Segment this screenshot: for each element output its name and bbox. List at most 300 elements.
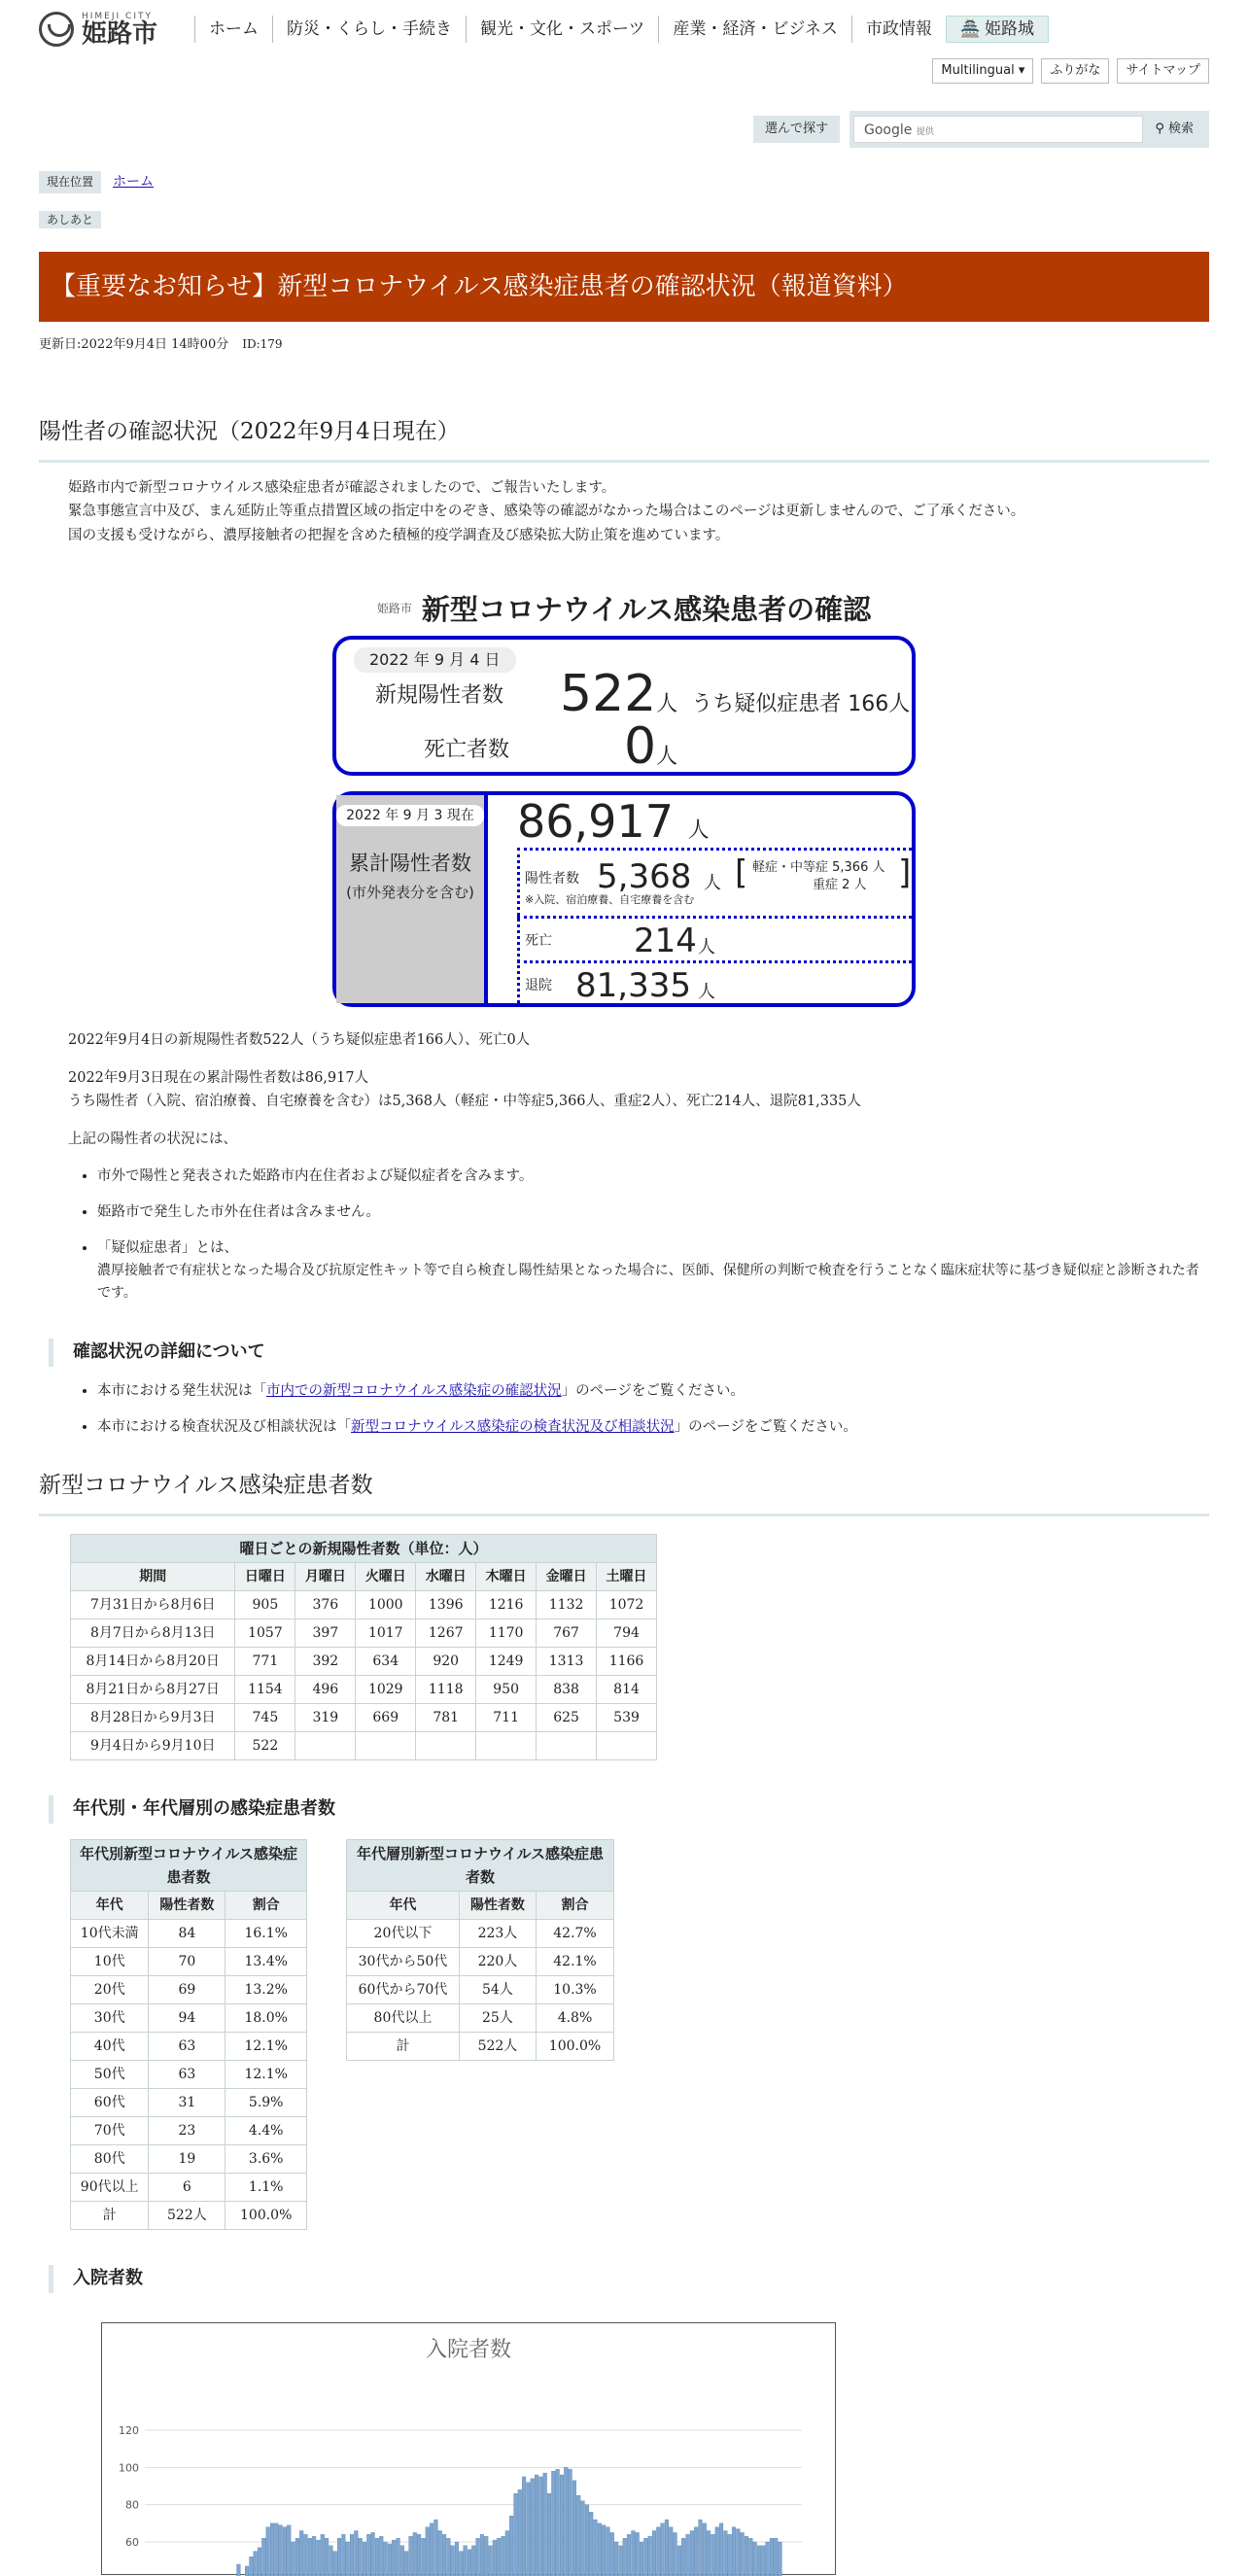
summary-line: うち陽性者（入院、宿泊療養、自宅療養を含む）は5,368人（軽症・中等症5,366人、重症2人）、死亡214人、退院81,335人	[68, 1094, 861, 1110]
table-header: 金曜日	[537, 1562, 597, 1590]
updated-text: 更新日:2022年9月4日 14時00分	[39, 337, 229, 353]
disc-label: 退院	[525, 978, 552, 994]
chart-bar	[434, 2520, 438, 2576]
logo-jp: 姫路市	[82, 18, 158, 49]
daily-date: 2022 年 9 月 4 日	[354, 647, 516, 673]
list-item	[97, 1237, 1209, 1304]
table-header-row	[347, 1891, 614, 1919]
table-cell: 70代	[71, 2116, 149, 2144]
chart-bar	[317, 2540, 321, 2576]
intro-line: 姫路市内で新型コロナウイルス感染症患者が確認されましたので、ご報告いたします。	[68, 479, 616, 496]
table-header: 割合	[225, 1891, 307, 1919]
table-row	[347, 2003, 614, 2032]
table-cell: 920	[416, 1647, 476, 1675]
table-caption-row	[71, 1839, 307, 1891]
chart-bar	[502, 2536, 505, 2576]
table-cell: 12.1%	[225, 2060, 307, 2088]
chart-bar	[446, 2538, 450, 2576]
table-cell	[476, 1731, 537, 1759]
search-input[interactable]	[853, 116, 1143, 143]
chart-bar	[299, 2530, 303, 2576]
table-cell: 771	[235, 1647, 295, 1675]
new-label: 新規陽性者数	[375, 683, 504, 709]
chart-bar	[375, 2538, 379, 2576]
table-cell: 9月4日から9月10日	[71, 1731, 235, 1759]
table-row	[71, 1647, 657, 1675]
table-cell: 70	[149, 1947, 225, 1975]
search-row	[39, 111, 1209, 148]
chart-bar	[535, 2475, 538, 2576]
chart-bar	[404, 2551, 408, 2576]
age-table	[70, 1839, 307, 2230]
chart-bar	[325, 2538, 329, 2576]
table-row	[71, 2173, 307, 2201]
chart-bar	[556, 2469, 560, 2576]
chart-bar	[292, 2542, 295, 2576]
chart-bar	[342, 2534, 346, 2576]
table-cell: 30代	[71, 2003, 149, 2032]
pos-count: 5,368	[597, 857, 692, 897]
chart-bar	[581, 2500, 585, 2576]
table-row	[71, 2201, 307, 2229]
chart-bar	[694, 2526, 698, 2576]
chart-bar	[366, 2534, 370, 2576]
status-link[interactable]: 市内での新型コロナウイルス感染症の確認状況	[266, 1382, 562, 1399]
pos-label: 陽性者数	[525, 871, 579, 888]
chart-bar	[748, 2538, 752, 2576]
chart-bar	[426, 2526, 430, 2576]
details-heading: 確認状況の詳細について	[49, 1339, 1209, 1367]
table-row	[71, 2116, 307, 2144]
sitemap-button[interactable]: サイトマップ	[1117, 58, 1209, 84]
chart-bar	[371, 2532, 375, 2576]
table-cell	[597, 1731, 657, 1759]
chart-bar	[471, 2545, 475, 2576]
chart-bar	[346, 2542, 350, 2576]
chart-bar	[480, 2534, 484, 2576]
table-cell	[416, 1731, 476, 1759]
chart-bar	[690, 2530, 694, 2576]
table-cell: 392	[295, 1647, 356, 1675]
chart-bar	[422, 2538, 426, 2576]
ashiato-button[interactable]: あしあと	[39, 211, 101, 228]
table-cell: 4.4%	[225, 2116, 307, 2144]
table-cell: 90代以上	[71, 2173, 149, 2201]
table-row	[347, 2032, 614, 2060]
table-caption-row	[71, 1534, 657, 1562]
chart-bar	[656, 2526, 660, 2576]
discharge-row	[517, 960, 912, 1005]
chart-bar	[607, 2526, 610, 2576]
table-row	[71, 2003, 307, 2032]
table-header: 日曜日	[235, 1562, 295, 1590]
cum-count: 86,917	[517, 795, 674, 849]
nav-kanko[interactable]: 観光・文化・スポーツ	[466, 16, 658, 43]
chart-bar	[643, 2538, 647, 2576]
table-cell: 1000	[356, 1590, 416, 1619]
chart-bar	[329, 2545, 333, 2576]
table-cell: 8月7日から8月13日	[71, 1619, 235, 1647]
table-cell: 69	[149, 1975, 225, 2003]
table-cell: 60代から70代	[347, 1975, 460, 2003]
table-cell: 1029	[356, 1675, 416, 1703]
chart-bar	[736, 2528, 740, 2576]
table-cell: 20代以下	[347, 1919, 460, 1947]
chart-bar	[774, 2538, 778, 2576]
chart-bar	[585, 2504, 589, 2576]
chart-bar	[761, 2545, 765, 2576]
mild-count: 軽症・中等症 5,366 人	[752, 860, 885, 876]
chart-bar	[245, 2565, 249, 2576]
page-title: 【重要なお知らせ】新型コロナウイルス感染症患者の確認状況（報道資料）	[39, 252, 1209, 322]
furigana-button[interactable]: ふりがな	[1041, 58, 1109, 84]
multilingual-select[interactable]	[932, 58, 1033, 84]
chart-bar	[254, 2551, 258, 2576]
table-cell: 1017	[356, 1619, 416, 1647]
chart-bar	[703, 2523, 707, 2576]
chart-bar	[598, 2523, 602, 2576]
table-cell: 30代から50代	[347, 1947, 460, 1975]
table-header: 木曜日	[476, 1562, 537, 1590]
chart-bar	[707, 2530, 711, 2576]
note-head: • 「疑似症患者」とは、	[97, 1240, 238, 1257]
nav-bousai[interactable]: 防災・くらし・手続き	[272, 16, 466, 43]
table-row	[71, 2060, 307, 2088]
chart-bar	[388, 2543, 392, 2576]
table-cell: 794	[597, 1619, 657, 1647]
positive-row: 陽性者数 5,368 人 ※入院、宿泊療養、自宅療養を含む [ 軽症・中等症 5,366 人 重症 2 人 ]	[517, 848, 912, 916]
chart-bar	[514, 2493, 518, 2576]
table-row	[71, 1675, 657, 1703]
table-row	[347, 1975, 614, 2003]
unit: 人	[698, 982, 715, 1003]
table-header-row	[71, 1562, 657, 1590]
list-item: • 姫路市で発生した市外在住者は含みません。	[97, 1201, 1209, 1224]
table-cell: 18.0%	[225, 2003, 307, 2032]
choose-search-button[interactable]: 選んで探す	[753, 116, 840, 144]
text: 本市における発生状況は「	[97, 1382, 266, 1399]
table-header: 年代	[71, 1891, 149, 1919]
y-tick-label: 100	[119, 2460, 139, 2474]
test-status-link[interactable]: 新型コロナウイルス感染症の検査状況及び相談状況	[351, 1418, 675, 1435]
table-cell: 20代	[71, 1975, 149, 2003]
chart-bar	[531, 2478, 535, 2576]
chart-bar	[409, 2536, 413, 2576]
table-cell: 838	[537, 1675, 597, 1703]
chart-bar	[451, 2545, 455, 2576]
table-cell: 1132	[537, 1590, 597, 1619]
table-cell: 31	[149, 2088, 225, 2116]
chart-bar	[770, 2538, 774, 2576]
chart-bar	[350, 2534, 354, 2576]
chart-bar	[669, 2526, 673, 2576]
table-cell: 計	[71, 2201, 149, 2229]
chart-bar	[308, 2538, 312, 2576]
table-cell: 42.7%	[536, 1919, 613, 1947]
chart-bar	[459, 2551, 463, 2576]
table-cell: 4.8%	[536, 2003, 613, 2032]
chart-bar	[505, 2530, 509, 2576]
details-list	[39, 1380, 1209, 1439]
unit: 人	[704, 873, 721, 894]
chart-bar	[392, 2540, 396, 2576]
dead-count: 214	[634, 922, 697, 961]
table-cell: 100.0%	[225, 2201, 307, 2229]
table-row	[71, 1975, 307, 2003]
chart-bar	[661, 2523, 665, 2576]
site-header	[39, 0, 1209, 58]
table-cell: 19	[149, 2144, 225, 2173]
table-cell: 23	[149, 2116, 225, 2144]
table-cell	[295, 1731, 356, 1759]
castle-icon: 🏯	[959, 19, 981, 39]
chart-bar	[489, 2545, 493, 2576]
table-header: 火曜日	[356, 1562, 416, 1590]
summary-line: 2022年9月3日現在の累計陽性者数は86,917人	[68, 1069, 369, 1086]
search-icon: ⚲	[1155, 121, 1164, 136]
chart-bar	[699, 2520, 703, 2576]
chart-bar	[484, 2536, 488, 2576]
chart-bar	[636, 2532, 640, 2576]
table-cell: 63	[149, 2060, 225, 2088]
table-cell: 905	[235, 1590, 295, 1619]
chart-bar	[719, 2523, 723, 2576]
table-cell: 1057	[235, 1619, 295, 1647]
nav-shisei[interactable]: 市政情報	[851, 16, 946, 43]
new-count: 522	[560, 665, 657, 724]
death-row	[517, 916, 912, 960]
info-city: 姫路市	[376, 602, 412, 616]
chart-title: 入院者数	[425, 2337, 511, 2362]
table-cell: 745	[235, 1703, 295, 1731]
chart-bar	[602, 2524, 606, 2576]
chart-bar	[261, 2538, 265, 2576]
table-cell: 767	[537, 1619, 597, 1647]
chart-bar	[681, 2538, 685, 2576]
utility-nav	[39, 58, 1209, 84]
logo-en: HIMEJI CITY	[82, 11, 153, 21]
pos-note: ※入院、宿泊療養、自宅療養を含む	[525, 893, 695, 907]
list-item: • 市外で陽性と発表された姫路市内在住者および疑似症者を含みます。	[97, 1166, 1209, 1188]
table-cell: 計	[347, 2032, 460, 2060]
chart-bar	[363, 2542, 366, 2576]
chart-bar	[237, 2564, 241, 2576]
table-cell: 40代	[71, 2032, 149, 2060]
table-row	[71, 1947, 307, 1975]
nav-sangyo[interactable]: 産業・経済・ビジネス	[658, 16, 851, 43]
age-group-table	[346, 1839, 614, 2061]
table-header: 土曜日	[597, 1562, 657, 1590]
search-button-label: 検索	[1167, 121, 1194, 136]
table-row	[71, 1703, 657, 1731]
table-row	[71, 1919, 307, 1947]
table-cell: 8月14日から8月20日	[71, 1647, 235, 1675]
table-row	[71, 2144, 307, 2173]
chart-bar	[766, 2542, 770, 2576]
disc-count: 81,335	[575, 966, 691, 1006]
updated-date	[39, 335, 1209, 356]
table-cell: 522	[235, 1731, 295, 1759]
chart-bar	[468, 2549, 471, 2576]
table-cell: 950	[476, 1675, 537, 1703]
table-header: 期間	[71, 1562, 235, 1590]
search-box	[849, 111, 1209, 148]
table-cell: 50代	[71, 2060, 149, 2088]
chart-bar	[476, 2538, 480, 2576]
chart-bar	[417, 2534, 421, 2576]
cum-sub-label: (市外発表分を含む)	[346, 884, 474, 902]
table-cell: 1166	[597, 1647, 657, 1675]
table-cell: 54人	[459, 1975, 536, 2003]
table-cell: 8月28日から9月3日	[71, 1703, 235, 1731]
chart-bar	[295, 2538, 299, 2576]
chart-bar	[497, 2538, 501, 2576]
chart-bar	[270, 2523, 274, 2576]
chart-bar	[632, 2530, 636, 2576]
table-cell: 5.9%	[225, 2088, 307, 2116]
dead-label: 死亡	[525, 933, 552, 950]
site-logo[interactable]	[39, 12, 185, 47]
chart-bar	[686, 2534, 690, 2576]
table-cell: 10.3%	[536, 1975, 613, 2003]
text: 」のページをご覧ください。	[674, 1418, 857, 1435]
table-row	[71, 2032, 307, 2060]
table-cell: 376	[295, 1590, 356, 1619]
table-cell: 522人	[149, 2201, 225, 2229]
text: 」のページをご覧ください。	[561, 1382, 745, 1399]
chart-bar	[589, 2512, 593, 2576]
table-caption: 曜日ごとの新規陽性者数（単位：人）	[71, 1534, 657, 1562]
chart-bar	[455, 2542, 459, 2576]
chart-bar	[527, 2482, 531, 2576]
chart-bar	[413, 2532, 417, 2576]
table-cell: 781	[416, 1703, 476, 1731]
table-cell: 522人	[459, 2032, 536, 2060]
cum-label: 累計陽性者数	[349, 852, 471, 876]
table-header: 割合	[536, 1891, 613, 1919]
table-cell: 42.1%	[536, 1947, 613, 1975]
table-cell: 10代	[71, 1947, 149, 1975]
chart-bar	[551, 2471, 555, 2576]
table-header: 水曜日	[416, 1562, 476, 1590]
table-header-row	[71, 1891, 307, 1919]
section-heading-positive: 陽性者の確認状況（2022年9月4日現在）	[39, 414, 1209, 463]
table-row	[71, 1731, 657, 1759]
summary-line: 上記の陽性者の状況には、	[68, 1131, 237, 1148]
chart-bar	[614, 2542, 618, 2576]
chart-bar	[258, 2547, 261, 2576]
intro-line: 緊急事態宣言中及び、まん延防止等重点措置区域の指定中をのぞき、感染等の確認がなかった場合はこのページは更新しませんので、ご了承ください。	[68, 504, 1025, 520]
search-placeholder: Google	[864, 122, 913, 138]
chart-bar	[757, 2545, 761, 2576]
chart-bar	[745, 2536, 748, 2576]
chart-bar	[333, 2551, 337, 2576]
chart-bar	[724, 2530, 728, 2576]
table-cell: 634	[356, 1647, 416, 1675]
chart-bar	[321, 2534, 325, 2576]
age-tables	[70, 1839, 1209, 2230]
summary	[39, 1028, 1209, 1152]
notes-list	[39, 1166, 1209, 1304]
global-nav	[194, 14, 1049, 45]
chart-bar	[430, 2523, 433, 2576]
table-cell	[537, 1731, 597, 1759]
table-cell: 669	[356, 1703, 416, 1731]
table-caption: 年代層別新型コロナウイルス感染症患者数	[347, 1839, 614, 1891]
chart-bar	[564, 2467, 568, 2576]
breadcrumb-home-link[interactable]: ホーム	[113, 174, 155, 191]
chart-bar	[576, 2495, 580, 2576]
table-cell: 12.1%	[225, 2032, 307, 2060]
chart-bar	[283, 2526, 287, 2576]
chart-bar	[274, 2523, 278, 2576]
table-cell: 80代	[71, 2144, 149, 2173]
intro-text	[39, 476, 1209, 548]
table-cell: 1.1%	[225, 2173, 307, 2201]
table-cell: 3.6%	[225, 2144, 307, 2173]
chart-bar	[522, 2476, 526, 2576]
chart-bar	[711, 2534, 715, 2576]
nav-home[interactable]: ホーム	[194, 16, 272, 43]
himeji-logo-icon	[39, 12, 74, 47]
chart-bar	[354, 2530, 358, 2576]
table-cell: 1216	[476, 1590, 537, 1619]
nav-himeji-castle[interactable]	[946, 16, 1049, 43]
chart-bar	[400, 2545, 404, 2576]
chart-bar	[674, 2532, 677, 2576]
table-cell: 8月21日から8月27日	[71, 1675, 235, 1703]
table-header: 年代	[347, 1891, 460, 1919]
table-cell: 1267	[416, 1619, 476, 1647]
chart-bar	[594, 2520, 598, 2576]
chart-bar	[337, 2538, 341, 2576]
table-cell: 223人	[459, 1919, 536, 1947]
table-cell: 94	[149, 2003, 225, 2032]
table-cell: 814	[597, 1675, 657, 1703]
death-label: 死亡者数	[424, 738, 510, 763]
table-cell	[356, 1731, 416, 1759]
intro-line: 国の支援も受けながら、濃厚接触者の把握を含めた積極的疫学調査及び感染拡大防止策を進めています。	[68, 528, 730, 544]
chart-bar	[266, 2526, 270, 2576]
unit: 人	[656, 692, 678, 717]
table-cell: 25人	[459, 2003, 536, 2032]
list-item	[97, 1416, 1209, 1439]
table-cell: 1154	[235, 1675, 295, 1703]
chart-bar	[287, 2524, 291, 2576]
chart-bar	[728, 2534, 732, 2576]
hospital-chart	[101, 2322, 836, 2575]
chart-bar	[379, 2536, 383, 2576]
table-cell: 625	[537, 1703, 597, 1731]
table-cell: 496	[295, 1675, 356, 1703]
search-button[interactable]	[1143, 120, 1205, 140]
chart-bar	[509, 2516, 513, 2576]
chart-bar	[677, 2545, 681, 2576]
table-header: 月曜日	[295, 1562, 356, 1590]
table-cell: 539	[597, 1703, 657, 1731]
chart-bar	[652, 2530, 656, 2576]
chart-bar	[464, 2545, 468, 2576]
chart-bar	[359, 2538, 363, 2576]
cum-date: 2022 年 9 月 3 現在	[336, 805, 484, 826]
chart-bar	[779, 2542, 782, 2576]
table-caption-row	[347, 1839, 614, 1891]
info-title: 新型コロナウイルス感染患者の確認	[421, 592, 872, 626]
chart-bar	[753, 2542, 757, 2576]
chevron-down-icon: ▾	[1018, 63, 1025, 78]
table-caption: 年代別新型コロナウイルス感染症患者数	[71, 1839, 307, 1891]
chart-bar	[619, 2545, 623, 2576]
